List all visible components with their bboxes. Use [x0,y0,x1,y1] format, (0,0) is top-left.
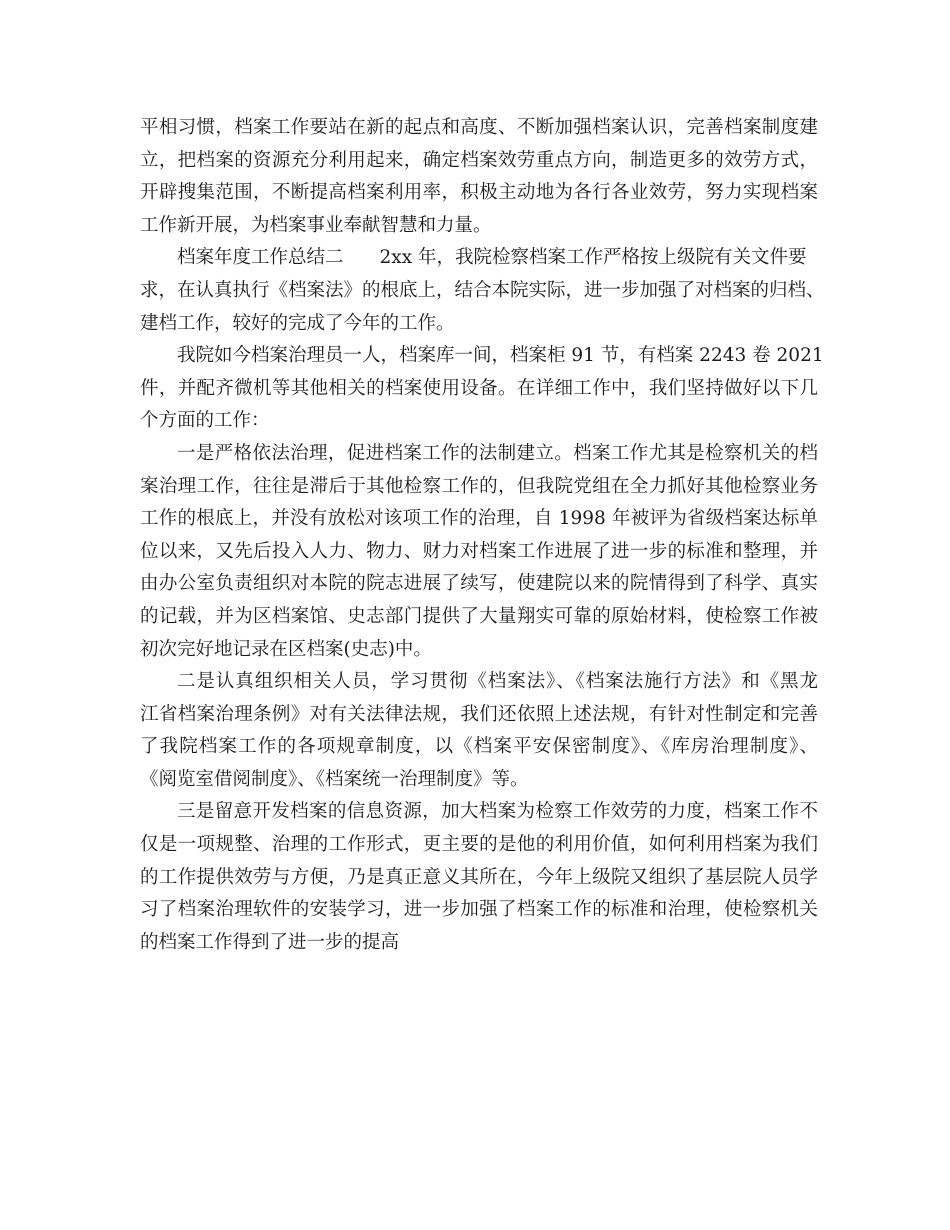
text-line: 《阅览室借阅制度》、《档案统一治理制度》等。 [140,768,529,790]
paragraph-item-one [140,438,818,666]
text-line: 个方面的工作： [140,410,270,432]
text-line: 平相习惯，档案工作要站在新的起点和高度、不断加强档案认识，完善档案制度建 [140,117,818,138]
paragraph-summary-two [140,242,825,340]
section-heading: 档案年度工作总结二 [177,247,344,269]
text-line: 一是严格依法治理，促进档案工作的法制建立。档案工作尤其是检察机关的档 [177,442,818,464]
text-line: 初次完好地记录在区档案(史志)中。 [140,638,432,660]
text-line: 仅是一项规整、治理的工作形式，更主要的是他的利用价值，如何利用档案为我们 [140,834,818,856]
text-line: 的工作提供效劳与方便，乃是真正意义其所在，今年上级院又组织了基层院人员学 [140,866,818,888]
text-line [140,242,818,275]
text-line: 由办公室负责组织对本院的院志进展了续写，使建院以来的院情得到了科学、真实 [140,573,818,595]
paragraph-archive-resources [140,340,824,438]
text-line: 的记载，并为区档案馆、史志部门提供了大量翔实可靠的原始材料，使检察工作被 [140,605,818,627]
paragraph-item-two [140,666,818,796]
paragraph-archive-outlook [140,112,818,242]
text-line: 件，并配齐微机等其他相关的档案使用设备。在详细工作中，我们坚持做好以下几 [140,377,818,399]
text-line: 工作的根底上，并没有放松对该项工作的治理，自 1998 年被评为省级档案达标单 [140,508,818,530]
text-line: 建档工作，较好的完成了今年的工作。 [140,312,455,334]
text-line: 三是留意开发档案的信息资源，加大档案为检察工作效劳的力度，档案工作不 [177,801,818,823]
text-line: 求，在认真执行《档案法》的根底上，结合本院实际，进一步加强了对档案的归档、 [140,279,825,301]
paragraph-item-three [140,796,818,959]
text-line: 二是认真组织相关人员，学习贯彻《档案法》、《档案法施行方法》和《黑龙 [177,671,818,693]
text-line: 立，把档案的资源充分利用起来，确定档案效劳重点方向，制造更多的效劳方式， [140,149,818,171]
text-line: 工作新开展，为档案事业奉献智慧和力量。 [140,214,492,236]
text-line: 习了档案治理软件的安装学习，进一步加强了档案工作的标准和治理，使检察机关 [140,899,818,921]
text-line: 了我院档案工作的各项规章制度，以《档案平安保密制度》、《库房治理制度》、 [140,736,818,758]
text-line: 的档案工作得到了进一步的提高 [140,931,400,953]
text-line: 案治理工作，往往是滞后于其他检察工作的，但我院党组在全力抓好其他检察业务 [140,475,818,497]
text-line: 我院如今档案治理员一人，档案库一间，档案柜 91 节，有档案 2243 卷 2021 [177,345,824,367]
document-body [140,112,825,959]
heading-line-text: 2xx 年，我院检察档案工作严格按上级院有关文件要 [379,247,807,269]
text-line: 位以来，又先后投入人力、物力、财力对档案工作进展了进一步的标准和整理，并 [140,540,818,562]
text-line: 江省档案治理条例》对有关法律法规，我们还依照上述法规，有针对性制定和完善 [140,703,818,725]
text-line: 开辟搜集范围，不断提高档案利用率，积极主动地为各行各业效劳，努力实现档案 [140,182,818,204]
